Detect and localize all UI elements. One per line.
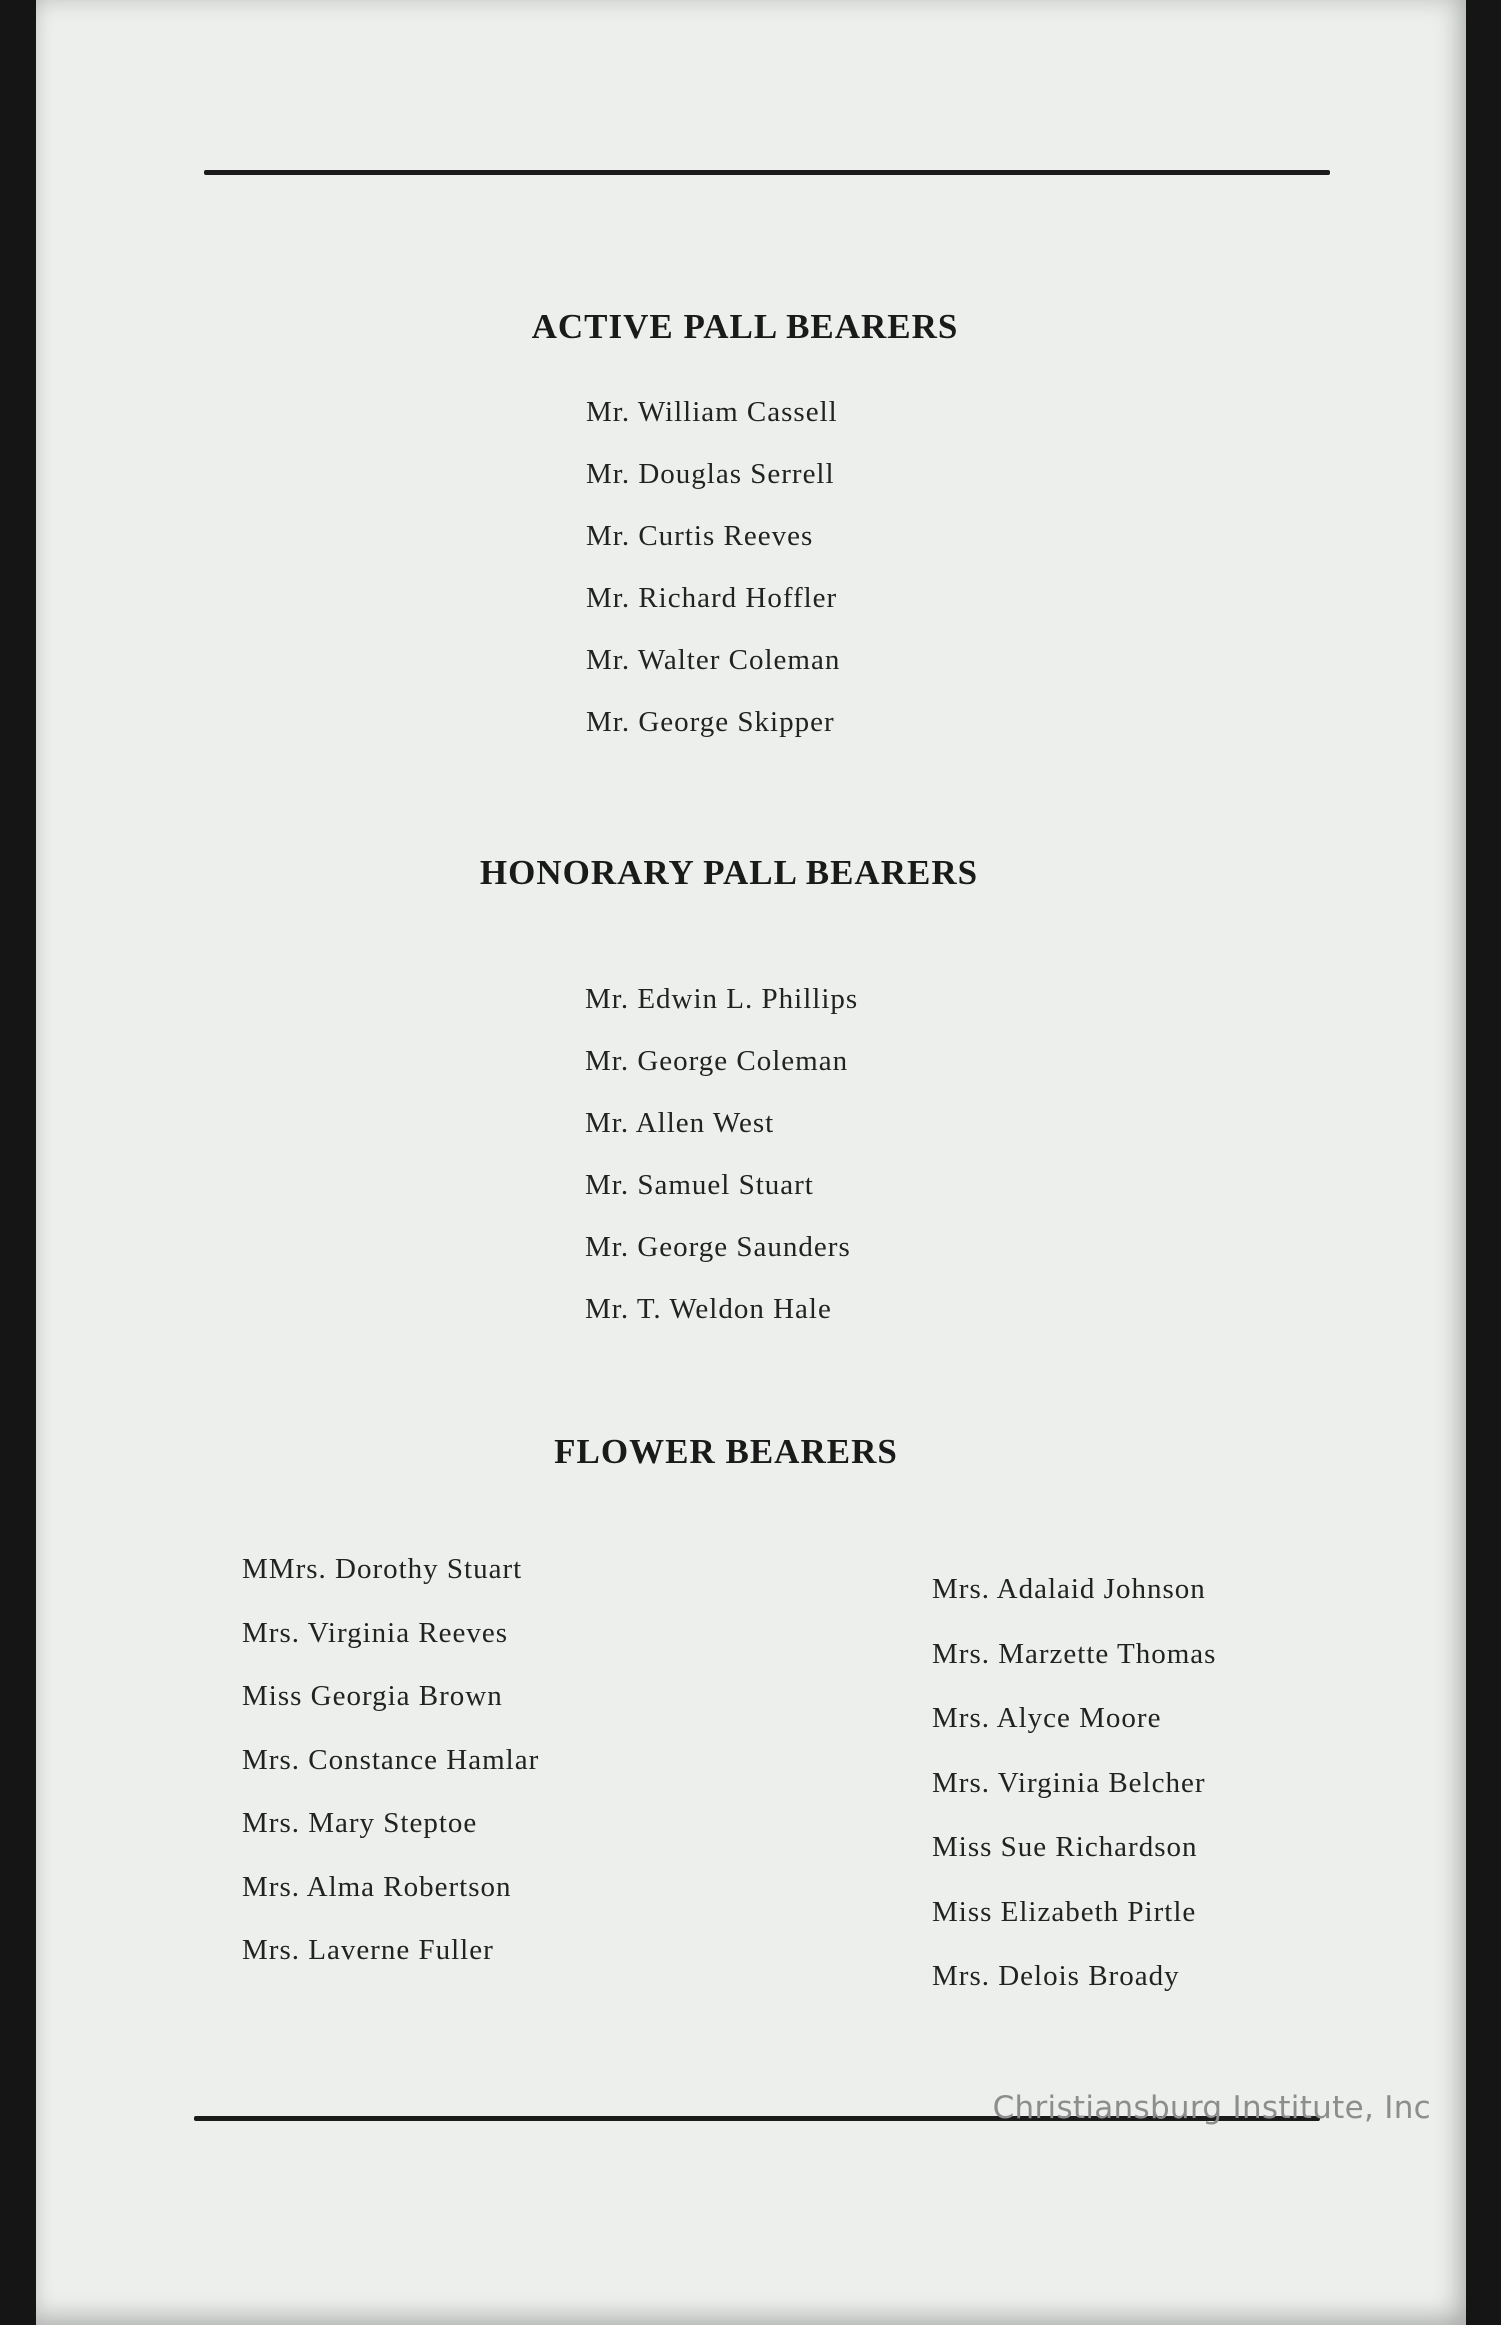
watermark: Christiansburg Institute, Inc (992, 2090, 1431, 2126)
honorary-pall-bearers-heading: HONORARY PALL BEARERS (479, 853, 979, 892)
list-item: Miss Georgia Brown (242, 1680, 503, 1712)
list-item: Mr. Curtis Reeves (586, 520, 814, 552)
list-item: Mrs. Laverne Fuller (242, 1934, 494, 1966)
active-pall-bearers-heading: ACTIVE PALL BEARERS (531, 307, 959, 346)
list-item: Mrs. Alma Robertson (242, 1870, 512, 1903)
list-item: Mr. Richard Hoffler (586, 582, 838, 614)
flower-bearers-left-list (242, 1549, 539, 1994)
list-item: Mr. Walter Coleman (586, 644, 841, 676)
list-item: Mrs. Virginia Belcher (932, 1766, 1206, 1799)
list-item: Miss Sue Richardson (932, 1831, 1198, 1863)
list-item: Mr. Samuel Stuart (585, 1169, 814, 1201)
program-page (36, 0, 1466, 2325)
flower-bearers-heading: FLOWER BEARERS (554, 1432, 898, 1471)
active-pall-bearers-list (586, 392, 840, 764)
list-item: Mrs. Alyce Moore (932, 1702, 1162, 1734)
list-item: Mrs. Virginia Reeves (242, 1616, 509, 1649)
list-item: Mr. Douglas Serrell (586, 458, 835, 490)
list-item: Mrs. Adalaid Johnson (932, 1573, 1206, 1605)
list-item: Mrs. Marzette Thomas (932, 1637, 1217, 1670)
top-rule (204, 170, 1330, 175)
list-item: Mr. Edwin L. Phillips (585, 983, 859, 1015)
list-item: Mrs. Constance Hamlar (242, 1743, 540, 1776)
list-item: Mr. Allen West (585, 1107, 775, 1139)
list-item: Mr. William Cassell (586, 396, 838, 428)
list-item: Mrs. Mary Steptoe (242, 1807, 478, 1839)
list-item: Mrs. Delois Broady (932, 1960, 1180, 1992)
list-item: Mr. George Skipper (586, 706, 835, 738)
list-item: Miss Elizabeth Pirtle (932, 1895, 1197, 1928)
honorary-pall-bearers-list (585, 979, 858, 1351)
list-item: Mr. T. Weldon Hale (585, 1293, 832, 1325)
flower-bearers-right-list (932, 1569, 1216, 2021)
list-item: Mr. George Coleman (585, 1045, 849, 1077)
list-item: Mr. George Saunders (585, 1231, 851, 1263)
list-item: MMrs. Dorothy Stuart (242, 1553, 523, 1585)
